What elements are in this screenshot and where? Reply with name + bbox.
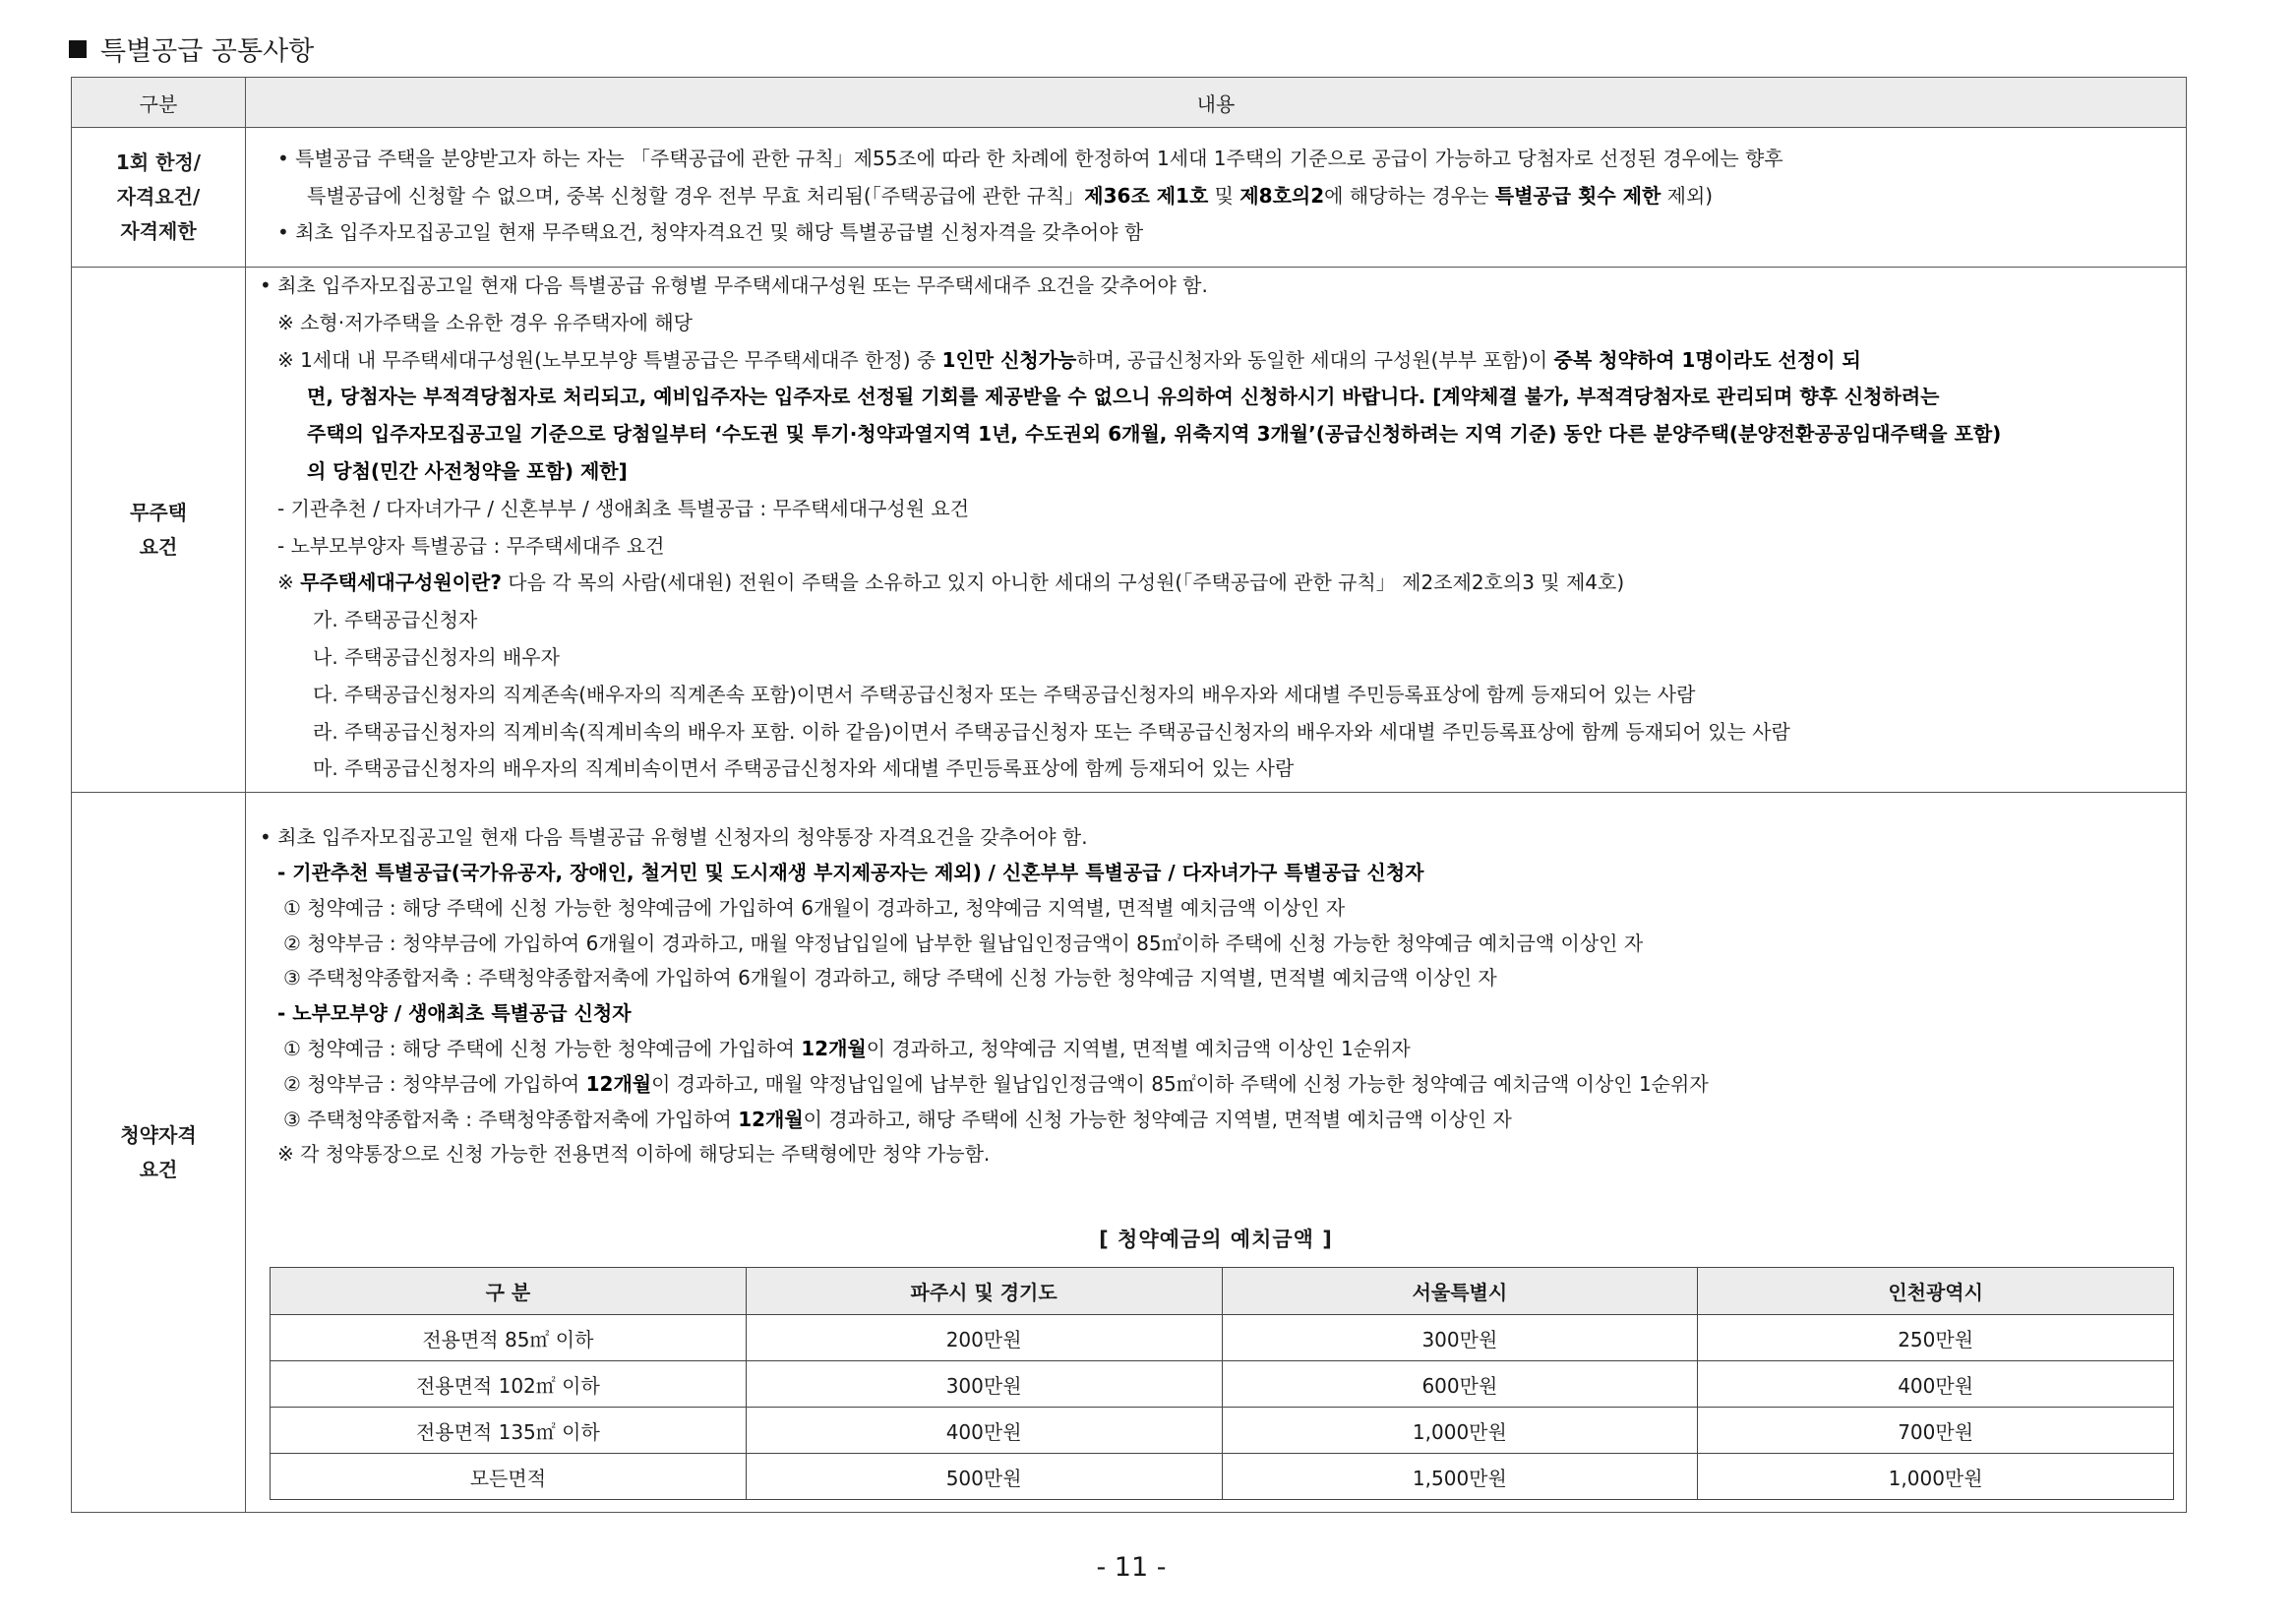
content-line: • 최초 입주자모집공고일 현재 무주택요건, 청약자격요건 및 해당 특별공급별 신청자격을 갖추어야 함: [277, 220, 1144, 245]
list-item: 나. 주택공급신청자의 배우자: [313, 644, 560, 669]
list-item: 가. 주택공급신청자: [313, 608, 478, 632]
header-category: 구분: [72, 78, 246, 128]
row-one-time-limit: [72, 128, 2187, 268]
text-span: ③ 주택청약종합저축 : 주택청약종합저축에 가입하여: [283, 1107, 739, 1131]
text-span: 및: [1208, 183, 1240, 208]
row-content-no-house: [246, 268, 2187, 793]
content-heading: - 기관추천 특별공급(국가유공자, 장애인, 철거민 및 도시재생 부지제공자는 제외) / 신혼부부 특별공급 / 다자녀가구 특별공급 신청자: [277, 860, 1424, 884]
content-line: - 노부모부양자 특별공급 : 무주택세대주 요건: [277, 533, 665, 558]
deposit-header-cell: 서울특별시: [1222, 1268, 1698, 1315]
bold-span: 12개월: [585, 1071, 652, 1096]
row-label-one-time-limit: [72, 128, 246, 268]
table-cell: 300만원: [1222, 1315, 1698, 1361]
label-line: 요건: [139, 534, 178, 559]
table-row: [271, 1408, 2174, 1454]
bold-span: 1인만 신청가능: [941, 347, 1077, 372]
row-label-subscription-eligibility: [72, 793, 246, 1513]
content-line: ※ 소형·저가주택을 소유한 경우 유주택자에 해당: [277, 310, 693, 334]
content-line: [260, 342, 2172, 380]
content-line: • 최초 입주자모집공고일 현재 다음 특별공급 유형별 신청자의 청약통장 자격요건을 갖추어야 함.: [260, 825, 1088, 850]
content-line: ③ 주택청약종합저축 : 주택청약종합저축에 가입하여 6개월이 경과하고, 해당 주택에 신청 가능한 청약예금 지역별, 면적별 예치금액 이상인 자: [283, 966, 1497, 991]
content-line: • 특별공급 주택을 분양받고자 하는 자는 「주택공급에 관한 규칙」제55조에 따라 한 차례에 한정하여 1세대 1주택의 기준으로 공급이 가능하고 당첨자로 선정된 경우에는 향후: [277, 146, 1783, 170]
deposit-header-cell: 구 분: [271, 1268, 747, 1315]
table-cell: 전용면적 102㎡ 이하: [271, 1361, 747, 1408]
text-span: 다음 각 목의 사람(세대원) 전원이 주택을 소유하고 있지 아니한 세대의 구성원(「주택공급에 관한 규칙」 제2조제2호의3 및 제4호): [501, 570, 1625, 595]
row-no-house: [72, 268, 2187, 793]
table-cell: 1,500만원: [1222, 1454, 1698, 1500]
content-line: [260, 1067, 2172, 1103]
row-label-no-house: [72, 268, 246, 793]
list-item: 라. 주택공급신청자의 직계비속(직계비속의 배우자 포함. 이하 같음)이면서 주택공급신청자 또는 주택공급신청자의 배우자와 세대별 주민등록표상에 함께 등재되어 있는 사람: [313, 719, 1790, 744]
text-span: 이 경과하고, 청약예금 지역별, 면적별 예치금액 이상인 1순위자: [866, 1036, 1411, 1060]
text-span: 특별공급에 신청할 수 없으며, 중복 신청할 경우 전부 무효 처리됨(「주택공급에 관한 규칙」: [307, 183, 1085, 208]
label-line: 청약자격: [120, 1122, 197, 1147]
table-row: [271, 1361, 2174, 1408]
deposit-header-cell: 파주시 및 경기도: [746, 1268, 1222, 1315]
section-title-text: 특별공급 공통사항: [100, 36, 315, 67]
content-line: • 최초 입주자모집공고일 현재 다음 특별공급 유형별 무주택세대구성원 또는 무주택세대주 요건을 갖추어야 함.: [260, 273, 1208, 297]
content-line: [260, 1032, 2172, 1067]
table-row: [271, 1454, 2174, 1500]
bold-span: 제36조 제1호: [1084, 183, 1209, 208]
content-line: ※ 각 청약통장으로 신청 가능한 전용면적 이하에 해당되는 주택형에만 청약 가능함.: [277, 1142, 991, 1167]
label-line: 무주택: [130, 500, 187, 524]
bold-span: 제8호의2: [1239, 183, 1325, 208]
square-bullet-icon: [69, 40, 87, 58]
table-cell: 600만원: [1222, 1361, 1698, 1408]
table-cell: 250만원: [1698, 1315, 2174, 1361]
content-line: [260, 1103, 2172, 1138]
bold-span: 12개월: [738, 1107, 804, 1131]
table-cell: 모든면적: [271, 1454, 747, 1500]
page-number: - 11 -: [1096, 1552, 1167, 1583]
table-cell: 전용면적 85㎡ 이하: [271, 1315, 747, 1361]
bold-span: 12개월: [801, 1036, 867, 1060]
header-content: 내용: [246, 78, 2187, 128]
content-line: 주택의 입주자모집공고일 기준으로 당첨일부터 ‘수도권 및 투기·청약과열지역 1년, 수도권외 6개월, 위축지역 3개월’(공급신청하려는 지역 기준) 동안 다른 분양주택(분양전환공공임대주택을 포함): [307, 422, 2002, 447]
table-row: [271, 1315, 2174, 1361]
content-line: [260, 178, 2172, 215]
row-content-subscription-eligibility: [246, 793, 2187, 1513]
table-cell: 300만원: [746, 1361, 1222, 1408]
text-span: ① 청약예금 : 해당 주택에 신청 가능한 청약예금에 가입하여: [283, 1036, 802, 1060]
table-cell: 400만원: [1698, 1361, 2174, 1408]
bold-span: 특별공급 횟수 제한: [1494, 183, 1662, 208]
list-item: 다. 주택공급신청자의 직계존속(배우자의 직계존속 포함)이면서 주택공급신청자 또는 주택공급신청자의 배우자와 세대별 주민등록표상에 함께 등재되어 있는 사람: [313, 682, 1696, 706]
text-span: ② 청약부금 : 청약부금에 가입하여: [283, 1071, 586, 1096]
content-line: 의 당첨(민간 사전청약을 포함) 제한]: [307, 458, 628, 483]
content-heading: - 노부모부양 / 생애최초 특별공급 신청자: [277, 1001, 632, 1026]
deposit-amount-table: [270, 1267, 2174, 1500]
label-line: 1회 한정/: [115, 150, 202, 174]
row-content-one-time-limit: [246, 128, 2187, 268]
deposit-table-title: [ 청약예금의 예치금액 ]: [1099, 1228, 1333, 1252]
content-line: 면, 당첨자는 부적격당첨자로 처리되고, 예비입주자는 입주자로 선정될 기회를 제공받을 수 없으니 유의하여 신청하시기 바랍니다. [계약체결 불가, 부적격당첨자로 관리되며 향후 신청하려는: [307, 385, 1940, 409]
label-line: 요건: [139, 1157, 178, 1181]
text-span: 에 해당하는 경우는: [1324, 183, 1495, 208]
text-span: 하며, 공급신청자와 동일한 세대의 구성원(부부 포함)이: [1076, 347, 1554, 372]
bold-span: 중복 청약하여 1명이라도 선정이 되: [1553, 347, 1861, 372]
text-span: 이 경과하고, 매월 약정납입일에 납부한 월납입인정금액이 85㎡이하 주택에 신청 가능한 청약예금 예치금액 이상인 1순위자: [651, 1071, 1709, 1096]
deposit-header-row: [271, 1268, 2174, 1315]
table-cell: 700만원: [1698, 1408, 2174, 1454]
common-requirements-table: [71, 77, 2187, 1513]
text-span: ※: [277, 570, 301, 595]
table-cell: 200만원: [746, 1315, 1222, 1361]
table-cell: 1,000만원: [1222, 1408, 1698, 1454]
row-subscription-eligibility: [72, 793, 2187, 1513]
deposit-header-cell: 인천광역시: [1698, 1268, 2174, 1315]
text-span: 제외): [1661, 183, 1714, 208]
content-line: ② 청약부금 : 청약부금에 가입하여 6개월이 경과하고, 매월 약정납입일에 납부한 월납입인정금액이 85㎡이하 주택에 신청 가능한 청약예금 예치금액 이상인 자: [283, 931, 1644, 955]
list-item: 마. 주택공급신청자의 배우자의 직계비속이면서 주택공급신청자와 세대별 주민등록표상에 함께 등재되어 있는 사람: [313, 756, 1295, 781]
bold-span: 무주택세대구성원이란?: [300, 570, 502, 595]
table-cell: 1,000만원: [1698, 1454, 2174, 1500]
label-line: 자격제한: [120, 219, 197, 243]
section-title: [69, 30, 314, 68]
table-cell: 400만원: [746, 1408, 1222, 1454]
table-cell: 500만원: [746, 1454, 1222, 1500]
label-line: 자격요건/: [116, 185, 201, 209]
content-line: ① 청약예금 : 해당 주택에 신청 가능한 청약예금에 가입하여 6개월이 경과하고, 청약예금 지역별, 면적별 예치금액 이상인 자: [283, 895, 1346, 920]
text-span: 이 경과하고, 해당 주택에 신청 가능한 청약예금 지역별, 면적별 예치금액 이상인 자: [803, 1107, 1512, 1131]
content-line: - 기관추천 / 다자녀가구 / 신혼부부 / 생애최초 특별공급 : 무주택세대구성원 요건: [277, 496, 970, 520]
text-span: ※ 1세대 내 무주택세대구성원(노부모부양 특별공급은 무주택세대주 한정) 중: [277, 347, 942, 372]
table-cell: 전용면적 135㎡ 이하: [271, 1408, 747, 1454]
content-line: [260, 565, 2172, 602]
table-header-row: [72, 78, 2187, 128]
